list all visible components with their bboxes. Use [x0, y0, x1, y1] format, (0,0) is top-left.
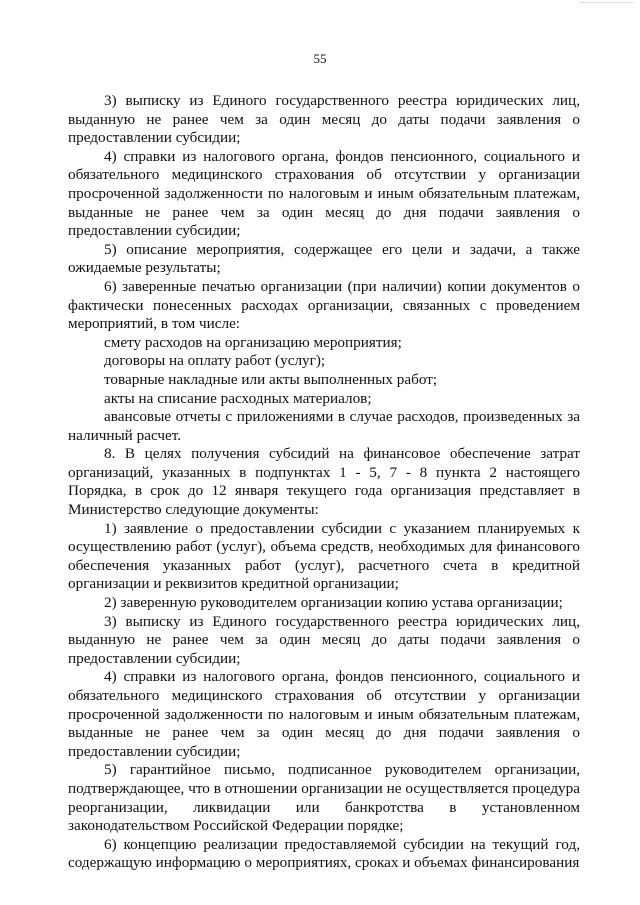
- paragraph-8-6: 6) концепцию реализации предоставляемой субсидии на текущий год, содержащую информацию о мероприятиях, сроках и объемах финансирования: [68, 835, 580, 872]
- scan-corner-mark: [580, 2, 634, 9]
- paragraph-8-2: 2) заверенную руководителем организации копию устава организации;: [104, 594, 563, 612]
- paragraph-8-5: 5) гарантийное письмо, подписанное руководителем организации, подтверждающее, что в отношении организации не осуществляется процедура реорганизации, ликвидации или банкротства в установленном законодательством Российской Федерации порядке;: [68, 761, 580, 835]
- paragraph-1: 3) выписку из Единого государственного реестра юридических лиц, выданную не ранее чем за один месяц до даты подачи заявления о предоставлении субсидии;: [68, 92, 580, 147]
- paragraph-8-1: 1) заявление о предоставлении субсидии с указанием планируемых к осуществлению работ (услуг), объема средств, необходимых для финансового обеспечения указанных работ (услуг), расчетного счета в кредитной организации и реквизитов кредитной организации;: [68, 519, 580, 593]
- page-number: 55: [313, 51, 327, 66]
- paragraph-2: 4) справки из налогового органа, фондов пенсионного, социального и обязательного медицинского страхования об отсутствии у организации просроченной задолженности по налоговым и иным обязательным платежам, выданные не ранее чем за один месяц до дня подачи заявления о предоставлении субсидии;: [68, 147, 580, 240]
- list-item-invoices: товарные накладные или акты выполненных работ;: [104, 370, 438, 388]
- paragraph-4: 6) заверенные печатью организации (при наличии) копии документов о фактически понесенных расходах организации, связанных с проведением мероприятий, в том числе:: [68, 277, 580, 333]
- paragraph-8-3: 3) выписку из Единого государственного реестра юридических лиц, выданную не ранее чем за один месяц до даты подачи заявления о предоставлении субсидии;: [68, 612, 580, 667]
- list-item-contracts: договоры на оплату работ (услуг);: [104, 352, 326, 370]
- paragraph-3: 5) описание мероприятия, содержащее его цели и задачи, а также ожидаемые результаты;: [68, 240, 580, 277]
- paragraph-clause-8: 8. В целях получения субсидий на финансовое обеспечение затрат организаций, указанных в подпунктах 1 - 5, 7 - 8 пункта 2 настоящего Порядка, в срок до 12 января текущего года организация представляет в Министерство следующие документы:: [68, 445, 580, 519]
- paragraph-8-4: 4) справки из налогового органа, фондов пенсионного, социального и обязательного медицинского страхования об отсутствии у организации просроченной задолженности по налоговым и иным обязательным платежам, выданные не ранее чем за один месяц до дня подачи заявления о предоставлении субсидии;: [68, 668, 580, 760]
- list-item-writeoff: акты на списание расходных материалов;: [104, 389, 372, 407]
- document-body: [68, 92, 580, 873]
- list-item-estimate: смету расходов на организацию мероприятия;: [104, 333, 402, 351]
- list-item-advance-reports: авансовые отчеты с приложениями в случае расходов, произведенных за наличный расчет.: [68, 408, 580, 444]
